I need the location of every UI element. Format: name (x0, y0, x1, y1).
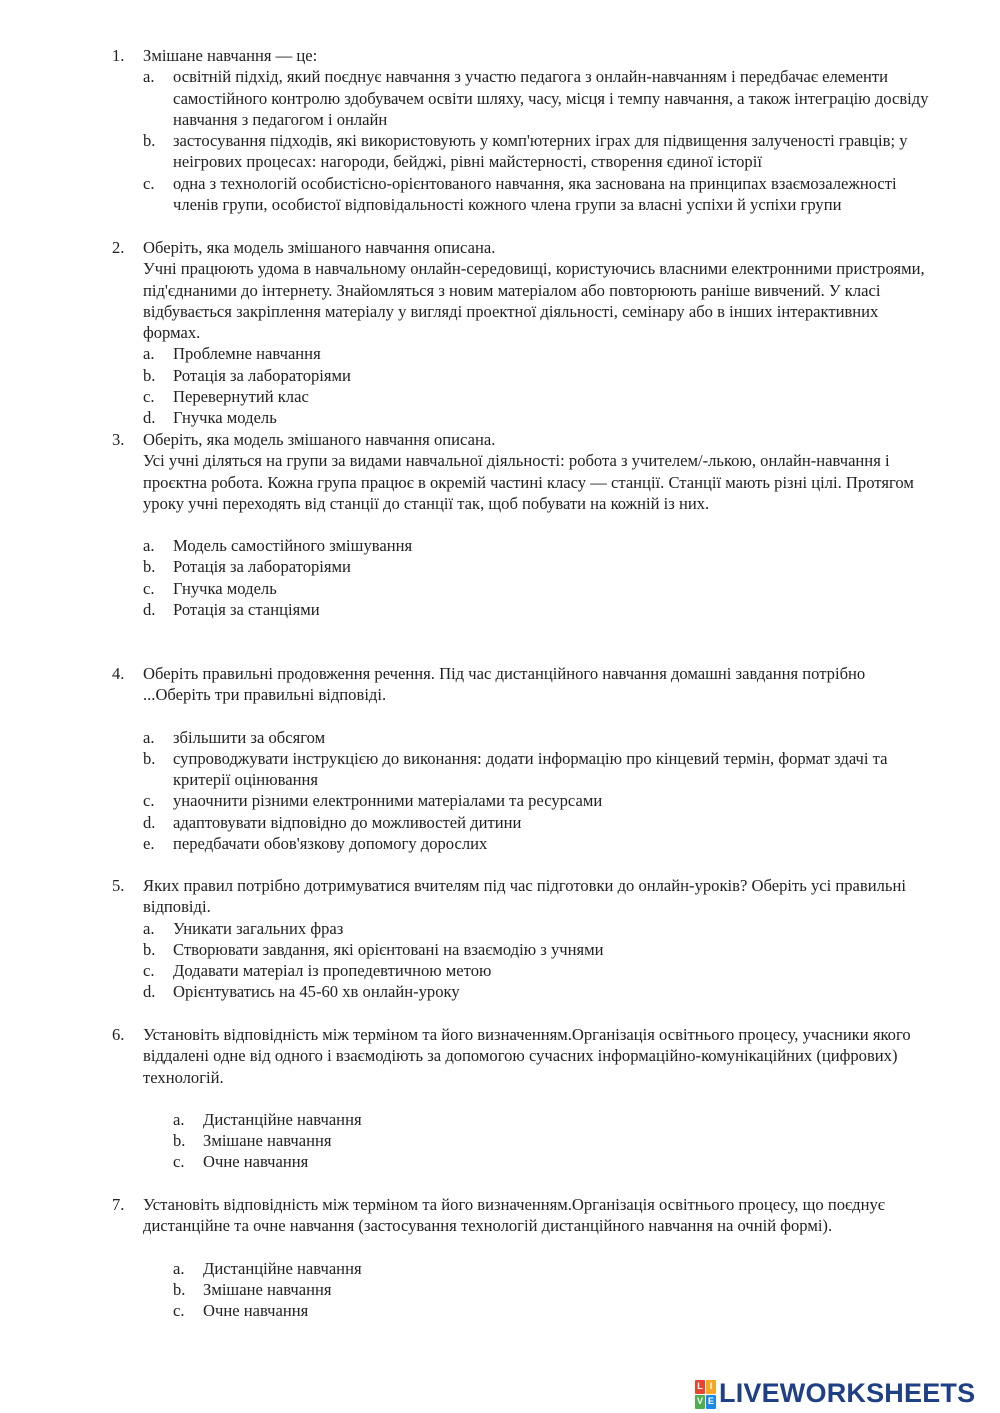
option-text: передбачати обов'язкову допомогу дорослих (173, 834, 488, 854)
options-list (173, 1258, 932, 1322)
option-text: Ротація за лабораторіями (173, 557, 351, 577)
option-text: застосування підходів, які використовують у комп'ютерних іграх для підвищення залученості гравців; у неігрових процесах: нагороди, бейджі, рівні майстерності, створення єдиної історії (173, 131, 908, 172)
option-b[interactable] (143, 939, 932, 960)
option-letter: d. (143, 982, 156, 1002)
question-number: 6. (112, 1025, 125, 1044)
option-c[interactable] (143, 790, 932, 811)
option-text: супроводжувати інструкцією до виконання: додати інформацію про кінцевий термін, формат здачі та критерії оцінювання (173, 748, 888, 790)
option-a[interactable] (143, 535, 932, 556)
option-letter: d. (143, 408, 156, 428)
option-c[interactable] (143, 960, 932, 981)
option-text: Модель самостійного змішування (173, 536, 413, 556)
question-text: Оберіть правильні продовження речення. Під час дистанційного навчання домашні завдання потрібно ...Оберіть три правильні відповіді. (143, 664, 866, 705)
option-a[interactable] (173, 1258, 932, 1279)
question-text: Оберіть, яка модель змішаного навчання описана. (143, 430, 496, 449)
question-number: 3. (112, 430, 125, 449)
option-text: освітній підхід, який поєднує навчання з участю педагога з онлайн-навчанням і передбачає елементи самостійного контролю здобувачем освіти шляху, часу, місця і темпу навчання, а також інтеграцію досвіду навчання з педагогом і онлайн (173, 67, 929, 129)
question-4 (112, 663, 932, 854)
logo-letter: I (706, 1380, 716, 1394)
option-letter: b. (143, 365, 156, 385)
option-letter: a. (173, 1258, 185, 1278)
logo-letter: E (706, 1395, 716, 1409)
option-text: Проблемне навчання (173, 344, 321, 364)
option-text: Гнучка модель (173, 578, 277, 598)
option-b[interactable] (173, 1130, 932, 1151)
options-list (173, 1109, 932, 1173)
question-5 (112, 875, 932, 1003)
option-letter: c. (173, 1301, 185, 1321)
option-text: Дистанційне навчання (203, 1258, 362, 1278)
option-text: збільшити за обсягом (173, 727, 326, 747)
logo-letter: L (695, 1380, 705, 1394)
option-text: Очне навчання (203, 1301, 309, 1321)
option-text: Уникати загальних фраз (173, 918, 344, 938)
spacer (112, 1237, 932, 1258)
option-letter: a. (143, 344, 155, 364)
option-b[interactable] (143, 365, 932, 386)
option-text: Додавати матеріал із пропедевтичною метою (173, 961, 492, 981)
option-text: Очне навчання (203, 1152, 309, 1172)
option-letter: a. (143, 918, 155, 938)
option-letter: e. (143, 834, 155, 854)
option-letter: d. (143, 600, 156, 620)
option-letter: a. (143, 727, 155, 747)
option-letter: b. (143, 131, 156, 151)
question-2 (112, 237, 932, 429)
option-b[interactable] (143, 130, 932, 173)
option-c[interactable] (173, 1151, 932, 1172)
question-number: 2. (112, 238, 125, 257)
question-3 (112, 429, 932, 620)
question-description: Усі учні діляться на групи за видами навчальної діяльності: робота з учителем/-лькою, онлайн-навчання і проєктна робота. Кожна група працює в окремій частині класу — станції. Станції мають різні цілі. Протягом уроку учні переходять від станції до станції так, щоб побувати на кожній із них. (143, 451, 914, 513)
option-d[interactable] (143, 981, 932, 1002)
question-1 (112, 45, 932, 215)
logo-letter: V (695, 1395, 705, 1409)
spacer (112, 514, 932, 535)
question-number: 7. (112, 1195, 125, 1214)
options-list (143, 343, 932, 428)
option-letter: b. (173, 1131, 186, 1151)
option-letter: a. (143, 67, 155, 87)
option-b[interactable] (143, 556, 932, 577)
option-letter: c. (143, 387, 155, 407)
question-text: Установіть відповідність між терміном та його визначенням.Організація освітнього процесу, учасники якого віддалені одне від одного і взаємодіють за допомогою сучасних інформаційно-комунікаційних (цифрових) технологій. (143, 1025, 911, 1087)
question-number: 1. (112, 46, 125, 65)
question-number: 5. (112, 876, 125, 895)
option-text: одна з технологій особистісно-орієнтованого навчання, яка заснована на принципах взаємозалежності членів групи, особистої відповідальності кожного члена групи за власні успіхи й успіхи групи (173, 173, 897, 215)
option-d[interactable] (143, 407, 932, 428)
option-text: унаочнити різними електронними матеріалами та ресурсами (173, 791, 603, 811)
logo-mark-icon (695, 1380, 716, 1409)
question-text: Яких правил потрібно дотримуватися вчителям під час підготовки до онлайн-уроків? Оберіть усі правильні відповіді. (143, 876, 906, 917)
options-list (143, 66, 932, 215)
option-b[interactable] (173, 1279, 932, 1300)
question-6 (112, 1024, 932, 1173)
spacer (112, 1088, 932, 1109)
option-text: Створювати завдання, які орієнтовані на взаємодію з учнями (173, 939, 604, 959)
option-c[interactable] (143, 578, 932, 599)
option-letter: c. (143, 961, 155, 981)
option-letter: b. (143, 557, 156, 577)
question-text: Змішане навчання — це: (143, 46, 318, 65)
option-text: Орієнтуватись на 45-60 хв онлайн-уроку (173, 982, 460, 1002)
option-letter: c. (173, 1152, 185, 1172)
option-letter: d. (143, 812, 156, 832)
option-letter: c. (143, 173, 155, 193)
option-letter: a. (173, 1109, 185, 1129)
option-text: Ротація за станціями (173, 600, 320, 620)
option-letter: b. (143, 939, 156, 959)
option-a[interactable] (143, 727, 932, 748)
option-b[interactable] (143, 748, 932, 791)
option-text: Гнучка модель (173, 408, 277, 428)
option-text: Ротація за лабораторіями (173, 365, 351, 385)
options-list (143, 535, 932, 620)
option-a[interactable] (143, 918, 932, 939)
option-text: Змішане навчання (203, 1279, 332, 1299)
option-letter: b. (173, 1279, 186, 1299)
option-a[interactable] (173, 1109, 932, 1130)
liveworksheets-logo[interactable] (695, 1377, 975, 1411)
question-7 (112, 1194, 932, 1321)
options-list (143, 727, 932, 855)
option-text: адаптовувати відповідно до можливостей дитини (173, 812, 522, 832)
spacer (112, 706, 932, 727)
option-letter: a. (143, 536, 155, 556)
question-number: 4. (112, 664, 125, 683)
option-c[interactable] (143, 386, 932, 407)
option-letter: c. (143, 578, 155, 598)
option-text: Перевернутий клас (173, 387, 309, 407)
option-text: Дистанційне навчання (203, 1109, 362, 1129)
option-letter: b. (143, 748, 156, 768)
option-a[interactable] (143, 343, 932, 364)
options-list (143, 918, 932, 1003)
option-d[interactable] (143, 812, 932, 833)
question-text: Оберіть, яка модель змішаного навчання описана. (143, 238, 496, 257)
option-c[interactable] (173, 1300, 932, 1321)
question-description: Учні працюють удома в навчальному онлайн-середовищі, користуючись власними електронними пристроями, під'єднаними до інтернету. Знайомляться з новим матеріалом або повторюють раніше вивчений. У класі відбувається закріплення матеріалу у вигляді проектної діяльності, семінару або в інших інтерактивних формах. (143, 259, 925, 343)
option-letter: c. (143, 791, 155, 811)
option-a[interactable] (143, 66, 932, 130)
question-text: Установіть відповідність між терміном та його визначенням.Організація освітнього процесу, що поєднує дистанційне та очне навчання (застосування технологій дистанційного навчання на очній формі). (143, 1195, 885, 1236)
option-text: Змішане навчання (203, 1131, 332, 1151)
option-c[interactable] (143, 173, 932, 216)
option-d[interactable] (143, 599, 932, 620)
brand-name: LIVEWORKSHEETS (719, 1378, 976, 1409)
option-e[interactable] (143, 833, 932, 854)
